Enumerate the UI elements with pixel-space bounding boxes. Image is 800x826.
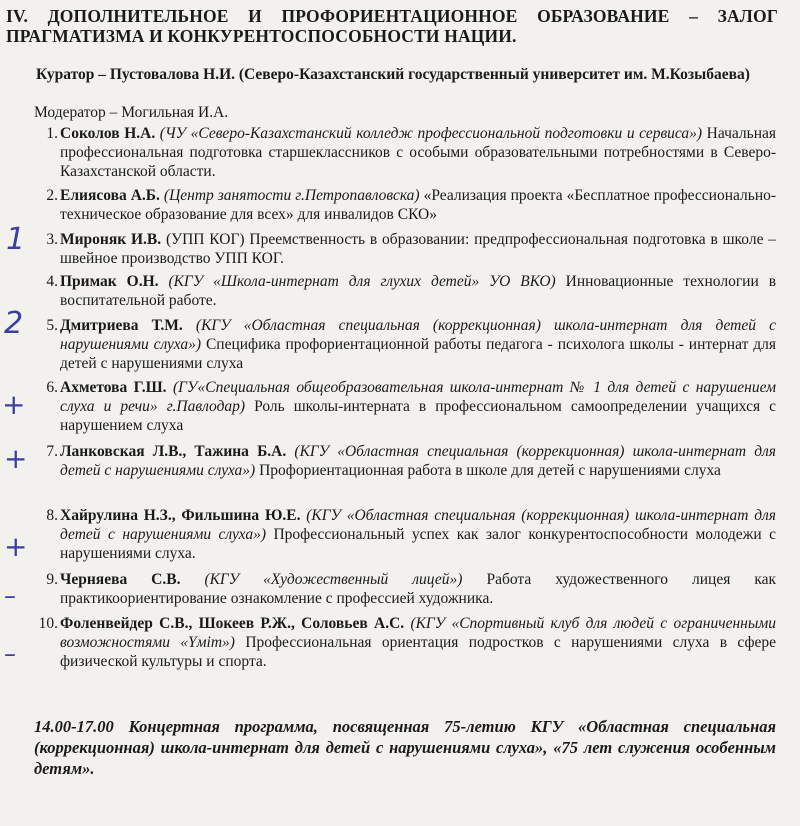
item-organization: (КГУ «Областная специальная (коррекционная) школа-интернат для детей с нарушениями слуха») [60, 317, 776, 353]
item-author: Соколов Н.А. [60, 125, 156, 142]
item-number: 6. [46, 379, 58, 396]
item-topic: (УПП КОГ) Преемственность в образовании: предпрофессиональная подготовка в школе – швейное производство УПП КОГ. [60, 231, 777, 267]
item-number: 10. [38, 615, 58, 632]
item-author: Мироняк И.В. [60, 231, 162, 248]
list-item [46, 124, 777, 181]
moderator-line: Модератор – Могильная И.А. [34, 104, 229, 121]
handwritten-mark: + [4, 442, 28, 475]
item-topic: «Реализация проекта «Бесплатное профессионально-техническое образование для всех» для инвалидов СКО» [60, 187, 777, 223]
item-topic: Работа художественного лицея как практикоориентирование ознакомление с профессией художника. [60, 571, 777, 607]
item-topic: Профессиональный успех как залог конкурентоспособности молодежи с нарушениями слуха. [60, 526, 776, 562]
item-topic: Профессиональная ориентация подростков с нарушениями слуха в сфере физической культуры и спорта. [60, 634, 776, 670]
list-item [46, 230, 777, 268]
item-organization: (ГУ«Специальная общеобразовательная школа-интернат № 1 для детей с нарушением слуха и речи» г.Павлодар) [60, 379, 776, 415]
section-title: IV. ДОПОЛНИТЕЛЬНОЕ И ПРОФОРИЕНТАЦИОННОЕ ОБРАЗОВАНИЕ – ЗАЛОГ ПРАГМАТИЗМА И КОНКУРЕНТОСПОСОБНОСТИ НАЦИИ. [6, 6, 778, 46]
item-author: Ахметова Г.Ш. [60, 379, 167, 396]
item-organization: (КГУ «Областная специальная (коррекционная) школа-интернат для детей с нарушениями слуха») [60, 507, 777, 543]
item-topic: Профориентационная работа в школе для детей с нарушениями слуха [259, 462, 721, 479]
item-number: 8. [46, 507, 58, 524]
list-item [46, 316, 776, 373]
curator-line: Куратор – Пустовалова Н.И. (Северо-Казахстанский государственный университет им. М.Козыбаева) [36, 66, 750, 83]
item-organization: (КГУ «Школа-интернат для глухих детей» УО ВКО) [168, 273, 556, 290]
item-author: Примак О.Н. [60, 273, 159, 290]
item-topic: Инновационные технологии в воспитательной работе. [60, 273, 777, 309]
item-organization: (КГУ «Спортивный клуб для людей с ограниченными возможностями «Үміт») [60, 615, 776, 651]
item-number: 2. [46, 187, 58, 204]
list-item [46, 186, 777, 224]
list-item [46, 570, 777, 608]
item-number: 5. [46, 317, 58, 334]
item-organization: (Центр занятости г.Петропавловска) [163, 187, 420, 204]
item-number: 9. [46, 571, 58, 588]
list-item [46, 378, 776, 435]
item-topic: Специфика профориентационной работы педагога - психолога школы - интернат для детей с нарушениями слуха [60, 336, 776, 372]
item-author: Елиясова А.Б. [60, 187, 160, 204]
handwritten-mark: – [4, 582, 16, 610]
handwritten-mark: + [4, 530, 28, 563]
item-author: Фоленвейдер С.В., Шокеев Р.Ж., Соловьев А.С. [60, 615, 405, 632]
handwritten-mark: + [2, 388, 26, 421]
item-organization: (КГУ «Областная специальная (коррекционная) школа-интернат для детей с нарушениями слуха») [60, 443, 777, 479]
list-item [46, 506, 777, 563]
list-item [46, 272, 777, 310]
item-number: 3. [46, 231, 58, 248]
concert-program: 14.00-17.00 Концертная программа, посвященная 75-летию КГУ «Областная специальная (коррекционная) школа-интернат для детей с нарушениями слуха», «75 лет служения особенным детям». [34, 717, 776, 778]
item-number: 1. [46, 125, 58, 142]
item-number: 4. [46, 273, 58, 290]
item-author: Черняева С.В. [60, 571, 181, 588]
item-number: 7. [46, 443, 58, 460]
item-organization: (ЧУ «Северо-Казахстанский колледж профессиональной подготовки и сервиса») [159, 125, 703, 142]
handwritten-mark: – [4, 640, 16, 668]
list-item [46, 442, 777, 480]
item-author: Ланковская Л.В., Тажина Б.А. [60, 443, 287, 460]
handwritten-mark: 2 [4, 306, 24, 341]
item-topic: Начальная профессиональная подготовка старшеклассников с особыми образовательными потребностями в Северо-Казахстанской области. [60, 125, 777, 180]
list-item [38, 614, 776, 671]
item-author: Дмитриева Т.М. [60, 317, 183, 334]
handwritten-mark: 1 [6, 222, 26, 257]
item-topic: Роль школы-интерната в профессиональном самоопределении учащихся с нарушением слуха [60, 398, 776, 434]
item-author: Хайрулина Н.З., Фильшина Ю.Е. [60, 507, 301, 524]
item-organization: (КГУ «Художественный лицей») [204, 571, 463, 588]
